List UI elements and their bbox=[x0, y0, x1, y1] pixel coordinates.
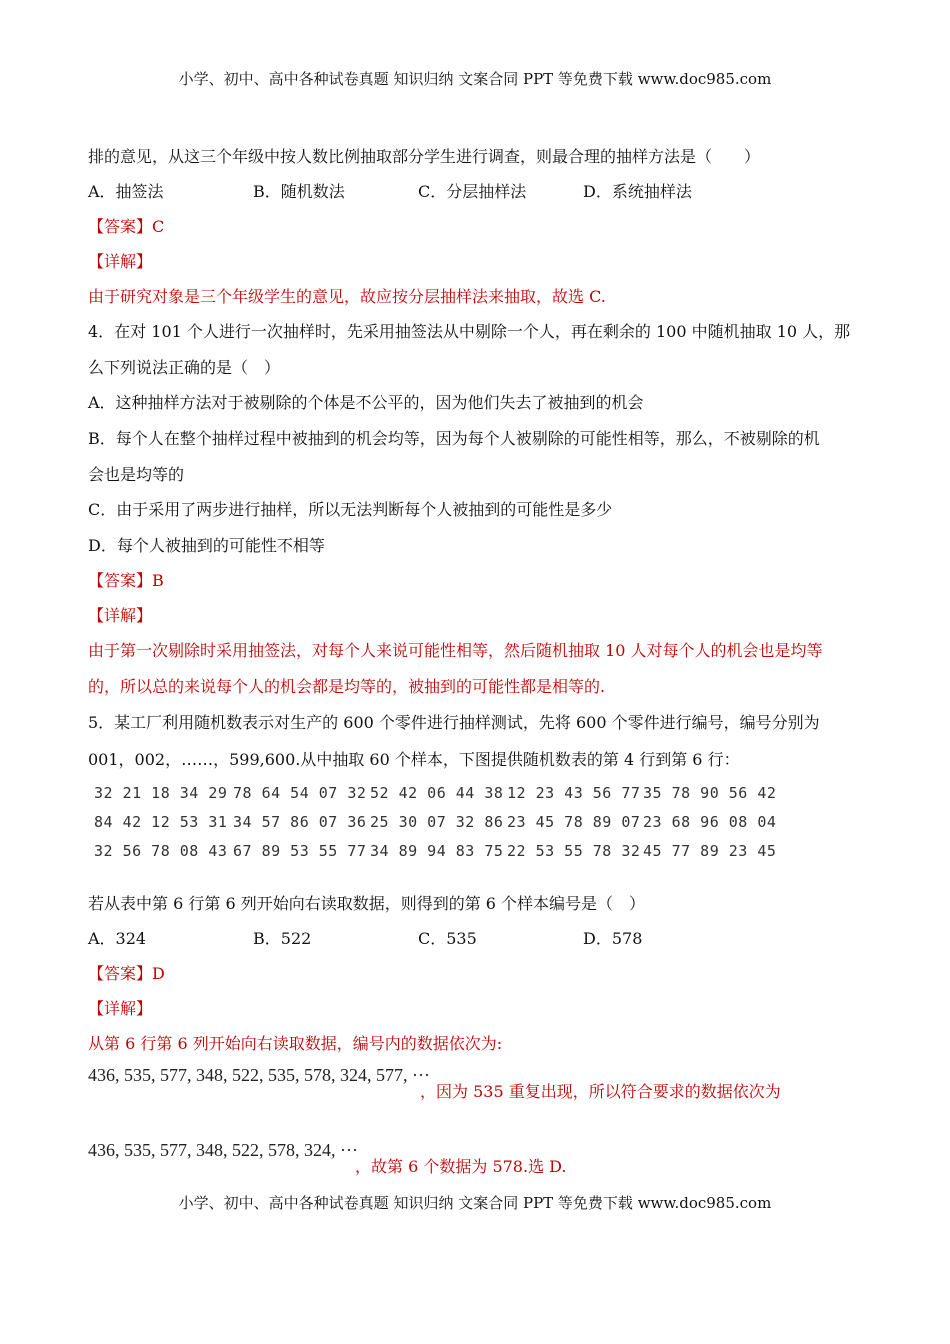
q5-detail-line1: 从第 6 行第 6 列开始向右读取数据，编号内的数据依次为: bbox=[88, 1034, 503, 1053]
q3-stem: 排的意见，从这三个年级中按人数比例抽取部分学生进行调查，则最合理的抽样方法是（ ） bbox=[88, 147, 761, 166]
q3-detail-label: 【详解】 bbox=[88, 252, 153, 271]
q5-option-c: C．535 bbox=[418, 929, 477, 948]
q3-option-a: A．抽签法 bbox=[88, 182, 164, 201]
q3-detail: 由于研究对象是三个年级学生的意见，故应按分层抽样法来抽取，故选 C. bbox=[88, 287, 606, 306]
page-footer: 小学、初中、高中各种试卷真题 知识归纳 文案合同 PPT 等免费下载 www.doc985.com bbox=[178, 1194, 772, 1212]
table-cell: 25 30 07 32 86 bbox=[370, 813, 504, 831]
table-cell: 35 78 90 56 42 bbox=[643, 784, 777, 802]
q4-answer: 【答案】B bbox=[88, 571, 164, 590]
q5-option-b: B．522 bbox=[253, 929, 312, 948]
q4-stem-line1: 4．在对 101 个人进行一次抽样时，先采用抽签法从中剔除一个人，再在剩余的 100 中随机抽取 10 人，那 bbox=[88, 322, 851, 341]
q4-option-b-line1: B．每个人在整个抽样过程中被抽到的机会均等，因为每个人被剔除的可能性相等，那么，不被剔除的机 bbox=[88, 429, 820, 448]
q4-option-c: C．由于采用了两步进行抽样，所以无法判断每个人被抽到的可能性是多少 bbox=[88, 500, 613, 519]
q5-stem-line1: 5．某工厂利用随机数表示对生产的 600 个零件进行抽样测试，先将 600 个零件进行编号，编号分别为 bbox=[88, 713, 820, 732]
q4-option-b-line2: 会也是均等的 bbox=[88, 465, 185, 484]
q4-option-a: A．这种抽样方法对于被剔除的个体是不公平的，因为他们失去了被抽到的机会 bbox=[88, 393, 644, 412]
table-cell: 67 89 53 55 77 bbox=[233, 842, 367, 860]
table-cell: 84 42 12 53 31 bbox=[94, 813, 228, 831]
q4-stem-line2: 么下列说法正确的是（ ） bbox=[88, 358, 281, 377]
table-cell: 32 56 78 08 43 bbox=[94, 842, 228, 860]
q5-detail-label: 【详解】 bbox=[88, 999, 153, 1018]
table-cell: 34 89 94 83 75 bbox=[370, 842, 504, 860]
q5-option-d: D．578 bbox=[583, 929, 643, 948]
q3-answer: 【答案】C bbox=[88, 217, 165, 236]
q3-option-d: D．系统抽样法 bbox=[583, 182, 692, 201]
table-cell: 34 57 86 07 36 bbox=[233, 813, 367, 831]
q5-stem-line2: 001，002，……，599,600.从中抽取 60 个样本，下图提供随机数表的第 4 行到第 6 行： bbox=[88, 750, 740, 769]
table-cell: 45 77 89 23 45 bbox=[643, 842, 777, 860]
q5-detail-line3: ，故第 6 个数据为 578.选 D. bbox=[355, 1157, 567, 1176]
q3-option-c: C．分层抽样法 bbox=[418, 182, 527, 201]
table-cell: 32 21 18 34 29 bbox=[94, 784, 228, 802]
q5-question: 若从表中第 6 行第 6 列开始向右读取数据，则得到的第 6 个样本编号是（ ） bbox=[88, 894, 646, 913]
q4-detail-line1: 由于第一次剔除时采用抽签法，对每个人来说可能性相等，然后随机抽取 10 人对每个人的机会也是均等 bbox=[88, 641, 823, 660]
q4-detail-label: 【详解】 bbox=[88, 606, 153, 625]
table-cell: 23 45 78 89 07 bbox=[507, 813, 641, 831]
q3-option-b: B．随机数法 bbox=[253, 182, 345, 201]
table-cell: 12 23 43 56 77 bbox=[507, 784, 641, 802]
table-cell: 78 64 54 07 32 bbox=[233, 784, 367, 802]
q4-detail-line2: 的，所以总的来说每个人的机会都是均等的，被抽到的可能性都是相等的. bbox=[88, 677, 606, 696]
page-header: 小学、初中、高中各种试卷真题 知识归纳 文案合同 PPT 等免费下载 www.doc985.com bbox=[178, 70, 772, 88]
q5-answer: 【答案】D bbox=[88, 964, 165, 983]
q5-sequence-1: 436, 535, 577, 348, 522, 535, 578, 324, 577, ··· bbox=[88, 1065, 430, 1085]
table-cell: 52 42 06 44 38 bbox=[370, 784, 504, 802]
q4-option-d: D．每个人被抽到的可能性不相等 bbox=[88, 536, 325, 555]
q5-detail-line2: ，因为 535 重复出现，所以符合要求的数据依次为 bbox=[420, 1082, 781, 1101]
q5-sequence-2: 436, 535, 577, 348, 522, 578, 324, ··· bbox=[88, 1140, 358, 1160]
table-cell: 23 68 96 08 04 bbox=[643, 813, 777, 831]
q5-option-a: A．324 bbox=[88, 929, 147, 948]
table-cell: 22 53 55 78 32 bbox=[507, 842, 641, 860]
